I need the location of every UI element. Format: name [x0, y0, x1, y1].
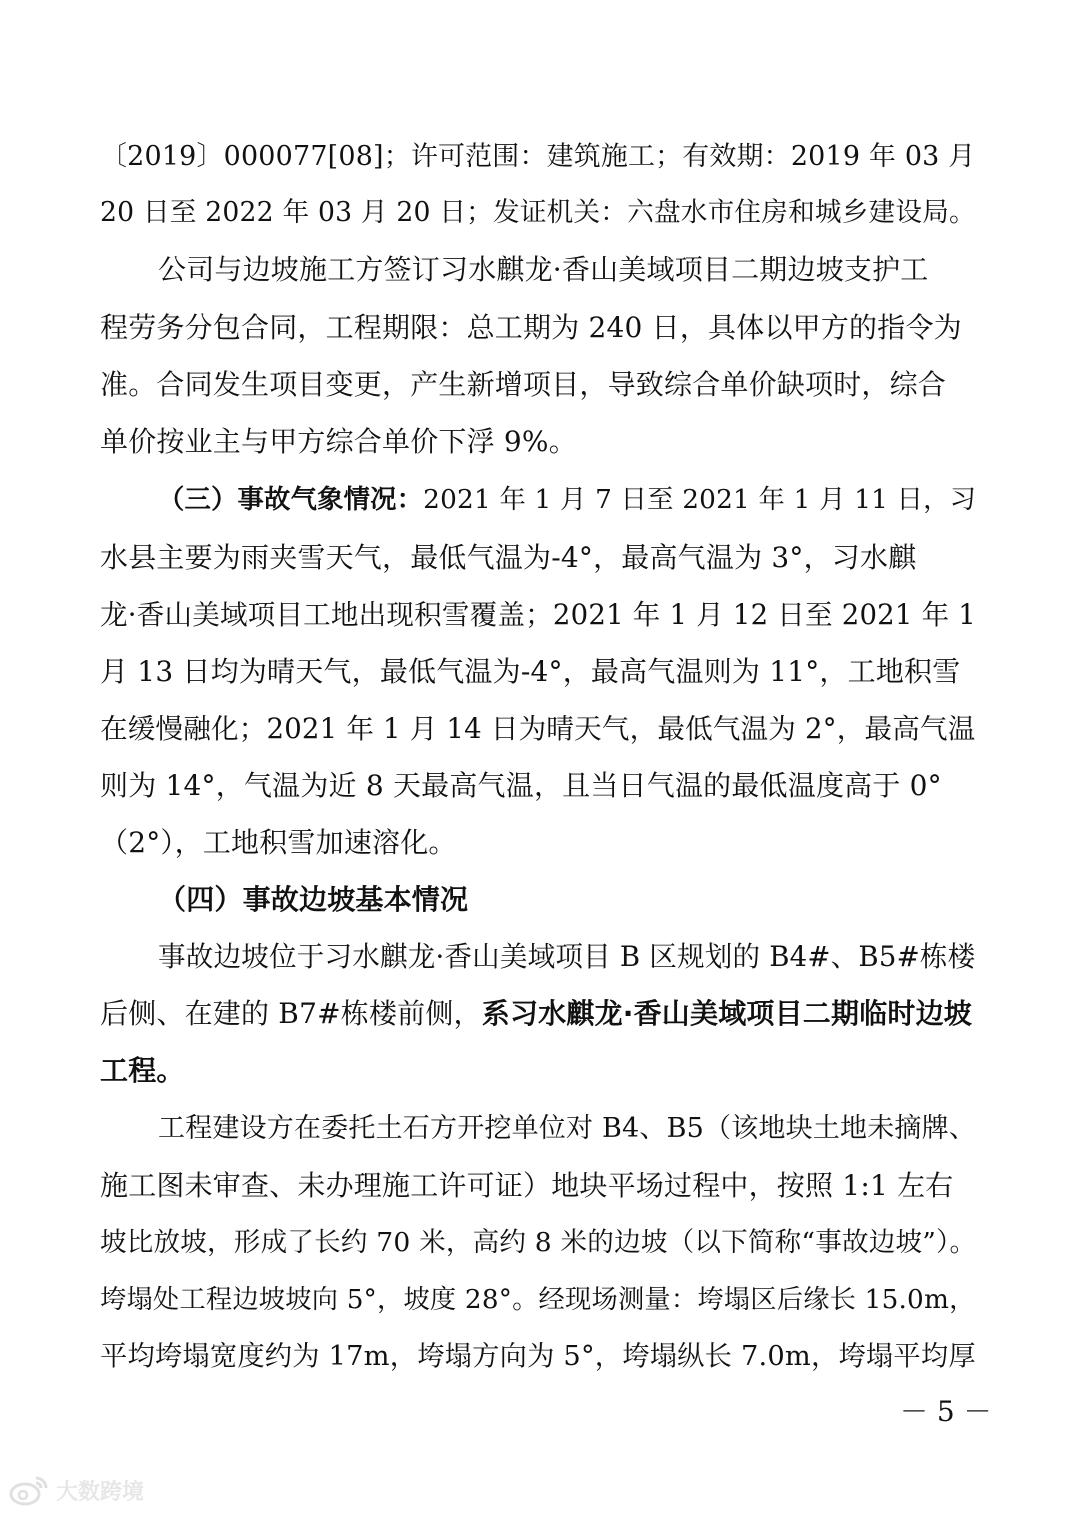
text-line	[158, 937, 976, 977]
text-line	[100, 1337, 976, 1377]
watermark	[8, 1470, 144, 1510]
line-text: 程劳务分包合同，工程期限：总工期为 240 日，具体以甲方的指令为	[100, 311, 962, 344]
text-line	[158, 250, 976, 290]
text-line	[100, 1051, 976, 1091]
text-line	[100, 422, 976, 462]
line-text: 准。合同发生项目变更，产生新增项目，导致综合单价缺项时，综合	[100, 368, 947, 401]
line-text: 在缓慢融化；2021 年 1 月 14 日为晴天气，最低气温为 2°，最高气温	[100, 713, 976, 745]
text-line	[100, 823, 976, 863]
line-text: 单价按业主与甲方综合单价下浮 9%。	[100, 425, 577, 458]
line-text: 施工图未审查、未办理施工许可证）地块平场过程中，按照 1:1 左右	[100, 1169, 954, 1202]
line-text: 则为 14°，气温为近 8 天最高气温，且当日气温的最低温度高于 0°	[100, 769, 942, 802]
text-line	[100, 595, 976, 635]
line-text: 后侧、在建的 B7#栋楼前侧，	[100, 997, 482, 1030]
text-line	[100, 1166, 976, 1206]
line-text: 坡比放坡，形成了长约 70 米，高约 8 米的边坡（以下简称“事故边坡”）。	[100, 1227, 976, 1258]
line-text: 垮塌处工程边坡坡向 5°，坡度 28°。经现场测量：垮塌区后缘长 15.0m，	[100, 1285, 976, 1315]
section-heading: （四）事故边坡基本情况	[158, 883, 469, 916]
bold-text: 工程。	[100, 1054, 185, 1087]
bold-text: 系习水麒龙·香山美域项目二期临时边坡	[481, 997, 973, 1030]
text-line	[100, 308, 976, 348]
text-line	[100, 709, 976, 749]
text-line	[100, 193, 976, 233]
text-line	[100, 652, 976, 692]
line-text: 平均垮塌宽度约为 17m，垮塌方向为 5°，垮塌纵长 7.0m，垮塌平均厚	[100, 1341, 976, 1372]
line-text: 20 日至 2022 年 03 月 20 日；发证机关：六盘水市住房和城乡建设局。	[100, 197, 976, 228]
line-text: 〔2019〕000077[08]；许可范围：建筑施工；有效期：2019 年 03 月	[100, 141, 976, 172]
text-line	[100, 137, 976, 177]
line-text: 事故边坡位于习水麒龙·香山美域项目 B 区规划的 B4#、B5#栋楼	[158, 941, 976, 973]
text-line	[100, 766, 976, 806]
text-line	[158, 480, 976, 520]
text-line	[100, 1223, 976, 1263]
line-text: 2021 年 1 月 7 日至 2021 年 1 月 11 日，习	[423, 485, 976, 515]
text-line	[100, 538, 976, 578]
line-text: （2°），工地积雪加速溶化。	[100, 826, 457, 859]
text-line	[100, 994, 976, 1034]
text-line	[158, 880, 976, 920]
weibo-icon	[8, 1474, 50, 1506]
line-text: 水县主要为雨夹雪天气，最低气温为-4°，最高气温为 3°，习水麒	[100, 541, 917, 574]
line-text: 工程建设方在委托土石方开挖单位对 B4、B5（该地块土地未摘牌、	[158, 1113, 976, 1144]
line-text: 公司与边坡施工方签订习水麒龙·香山美域项目二期边坡支护工	[158, 253, 929, 286]
text-line	[100, 1280, 976, 1320]
bold-text: （三）事故气象情况：	[158, 485, 424, 515]
page-number: － 5 －	[900, 1395, 992, 1428]
line-text: 月 13 日均为晴天气，最低气温为-4°，最高气温则为 11°，工地积雪	[100, 655, 961, 688]
watermark-text: 大数跨境	[56, 1479, 145, 1505]
text-line	[158, 1109, 976, 1149]
line-text: 龙·香山美域项目工地出现积雪覆盖；2021 年 1 月 12 日至 2021 年 1	[100, 599, 976, 631]
text-line	[100, 365, 976, 405]
